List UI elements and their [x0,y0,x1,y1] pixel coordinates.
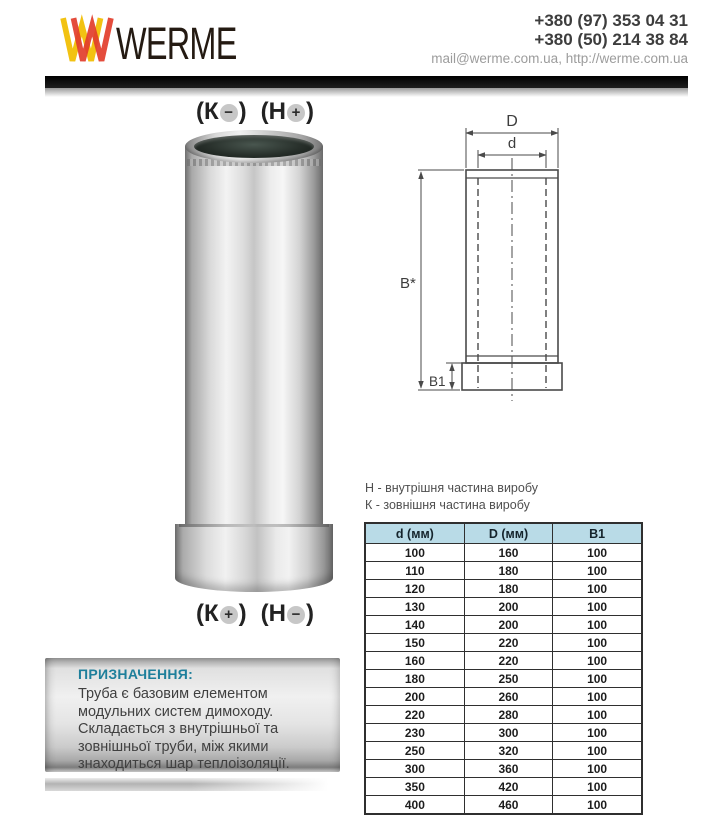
table-row [365,724,642,742]
purpose-box [45,658,340,772]
label-k-plus: (К + ) [196,600,247,627]
pipe-end-labels-top [160,98,350,126]
column-header-D: D (мм) [464,523,552,544]
dimensions-table [364,522,643,815]
table-cell: 100 [553,580,642,598]
table-cell: 260 [464,688,552,706]
dim-label-D: D [506,113,518,130]
dim-label-d: d [507,135,517,152]
pipe-end-labels-bottom [160,600,350,628]
plus-circle-icon: + [220,606,238,624]
table-row [365,580,642,598]
table-cell: 180 [365,670,464,688]
label-h-minus: (Н − ) [260,600,314,627]
phone-number-1: +380 (97) 353 04 31 [534,11,688,30]
pipe-photo-body [185,146,323,526]
table-cell: 100 [553,688,642,706]
table-row [365,670,642,688]
phone-number-2: +380 (50) 214 38 84 [534,30,688,49]
size-table-body [365,544,642,815]
table-cell: 420 [464,778,552,796]
werme-logo-icon [60,12,114,70]
table-cell: 460 [464,796,552,815]
table-cell: 180 [464,562,552,580]
table-cell: 160 [464,544,552,562]
table-cell: 200 [464,616,552,634]
table-cell: 200 [464,598,552,616]
table-cell: 100 [553,652,642,670]
table-row [365,598,642,616]
purpose-text-line: модульних систем димоходу. [78,703,274,720]
table-cell: 220 [464,652,552,670]
table-cell: 250 [365,742,464,760]
purpose-text-line: Складається з внутрішньої та [78,721,279,738]
table-cell: 100 [553,760,642,778]
contact-block [431,11,688,66]
table-row [365,688,642,706]
plus-circle-icon: + [287,104,305,122]
minus-circle-icon: − [220,104,238,122]
table-cell: 200 [365,688,464,706]
table-cell: 280 [464,706,552,724]
table-row [365,562,642,580]
table-cell: 220 [365,706,464,724]
table-cell: 100 [553,796,642,815]
table-row [365,634,642,652]
table-cell: 320 [464,742,552,760]
label-k-minus: (К − ) [196,98,247,125]
technical-diagram [398,98,638,433]
brand-logo [60,12,114,70]
header-divider-bar [45,76,688,88]
purpose-text-line: зовнішньої труби, між якими [78,738,269,755]
table-row [365,616,642,634]
table-cell: 100 [553,634,642,652]
legend-line-k: К - зовнішня частина виробу [365,498,530,512]
table-cell: 400 [365,796,464,815]
legend-line-h: Н - внутрішня частина виробу [365,481,538,495]
diagram-legend [365,480,538,514]
table-cell: 100 [553,724,642,742]
dim-label-B: B* [400,275,416,292]
table-row [365,706,642,724]
table-cell: 250 [464,670,552,688]
table-cell: 100 [553,598,642,616]
table-cell: 350 [365,778,464,796]
table-cell: 100 [365,544,464,562]
table-cell: 230 [365,724,464,742]
pipe-opening [194,135,314,158]
table-cell: 100 [553,742,642,760]
table-row [365,778,642,796]
table-header-row [365,523,642,544]
label-h-plus: (Н + ) [260,98,314,125]
table-cell: 110 [365,562,464,580]
table-cell: 100 [553,616,642,634]
purpose-text-line: Труба є базовим елементом [78,686,268,702]
table-cell: 160 [365,652,464,670]
table-cell: 100 [553,562,642,580]
brand-name: WERME [116,18,237,69]
table-row [365,652,642,670]
table-cell: 100 [553,778,642,796]
column-header-d: d (мм) [365,523,464,544]
table-row [365,760,642,778]
table-cell: 120 [365,580,464,598]
purpose-text-line: знаходиться шар теплоізоляції. [78,756,290,773]
table-cell: 150 [365,634,464,652]
table-cell: 300 [365,760,464,778]
table-row [365,796,642,815]
minus-circle-icon: − [287,606,305,624]
table-cell: 140 [365,616,464,634]
table-cell: 360 [464,760,552,778]
table-cell: 300 [464,724,552,742]
purpose-title: ПРИЗНАЧЕННЯ: [78,666,194,682]
table-cell: 220 [464,634,552,652]
email-website-line: mail@werme.com.ua, http://werme.com.ua [431,51,688,66]
table-cell: 100 [553,670,642,688]
table-row [365,742,642,760]
pipe-photo-top-rim [185,130,323,163]
table-cell: 180 [464,580,552,598]
bottom-decor-strip [45,778,337,791]
dim-label-B1: B1 [429,374,446,389]
table-cell: 130 [365,598,464,616]
table-cell: 100 [553,544,642,562]
table-row [365,544,642,562]
table-cell: 100 [553,706,642,724]
pipe-photo-socket [175,524,333,592]
column-header-B1: B1 [553,523,642,544]
